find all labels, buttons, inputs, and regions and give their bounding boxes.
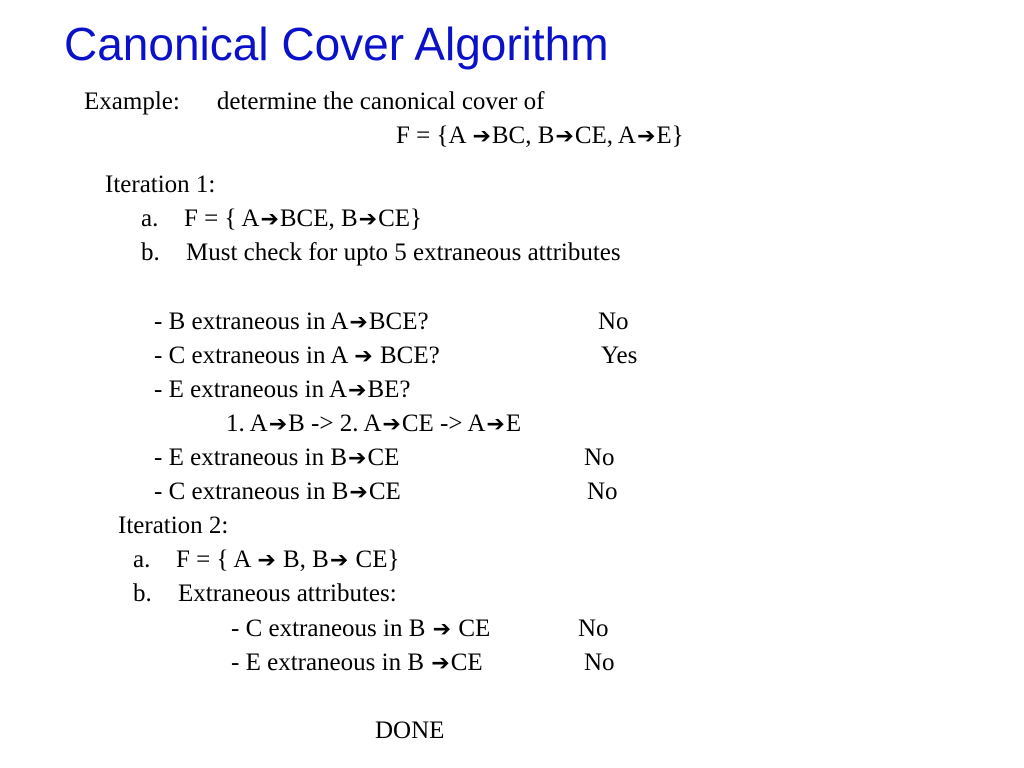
check-result: Yes [601,342,638,369]
arrow-icon: ➔ [432,617,452,642]
iteration-2-heading: Iteration 2: [118,512,229,539]
check-result: No [598,308,629,335]
iteration-1-item-b: b. Must check for upto 5 extraneous attributes [141,237,621,269]
derivation-line: 1. A➔B -> 2. A➔CE -> A➔E [226,408,521,441]
list-marker: a. [141,205,159,232]
arrow-icon: ➔ [354,344,373,369]
check-row: - E extraneous in B ➔CE [231,647,483,680]
arrow-icon: ➔ [555,124,574,149]
check-row: - B extraneous in A➔BCE? [154,306,429,339]
check-result: No [578,615,609,642]
arrow-icon: ➔ [348,446,367,471]
arrow-icon: ➔ [431,651,450,676]
check-result: No [587,478,618,505]
arrow-icon: ➔ [349,480,368,505]
check-result: No [584,649,615,676]
page-title: Canonical Cover Algorithm [64,18,609,70]
list-marker: b. [141,239,160,266]
iteration-2-item-a: a. F = { A ➔ B, B➔ CE} [133,544,400,577]
iteration-1-heading: Iteration 1: [105,171,216,198]
check-result: No [584,444,615,471]
arrow-icon: ➔ [382,412,401,437]
done-label: DONE [375,717,445,744]
arrow-icon: ➔ [348,378,367,403]
list-marker: b. [133,580,152,607]
check-row: - E extraneous in B➔CE [154,442,399,475]
iteration-1-item-a: a. F = { A➔BCE, B➔CE} [141,203,422,236]
list-marker: a. [133,546,151,573]
arrow-icon: ➔ [268,412,288,437]
example-label: Example: [84,88,180,115]
example-text: determine the canonical cover of [216,88,545,115]
arrow-icon: ➔ [636,124,656,149]
example-dependency-set: F = {A ➔BC, B➔CE, A➔E} [396,120,684,153]
arrow-icon: ➔ [329,548,349,573]
check-row: - C extraneous in A ➔ BCE? [154,340,440,373]
iteration-2-item-b: b. Extraneous attributes: [133,578,397,610]
arrow-icon: ➔ [349,310,368,335]
arrow-icon: ➔ [260,207,279,232]
arrow-icon: ➔ [486,412,505,437]
check-row: - C extraneous in B➔CE [154,476,401,509]
arrow-icon: ➔ [472,124,491,149]
arrow-icon: ➔ [257,548,276,573]
check-row: - E extraneous in A➔BE? [154,374,411,407]
arrow-icon: ➔ [358,207,378,232]
check-row: - C extraneous in B ➔ CE [231,613,490,646]
example-line [84,86,544,118]
